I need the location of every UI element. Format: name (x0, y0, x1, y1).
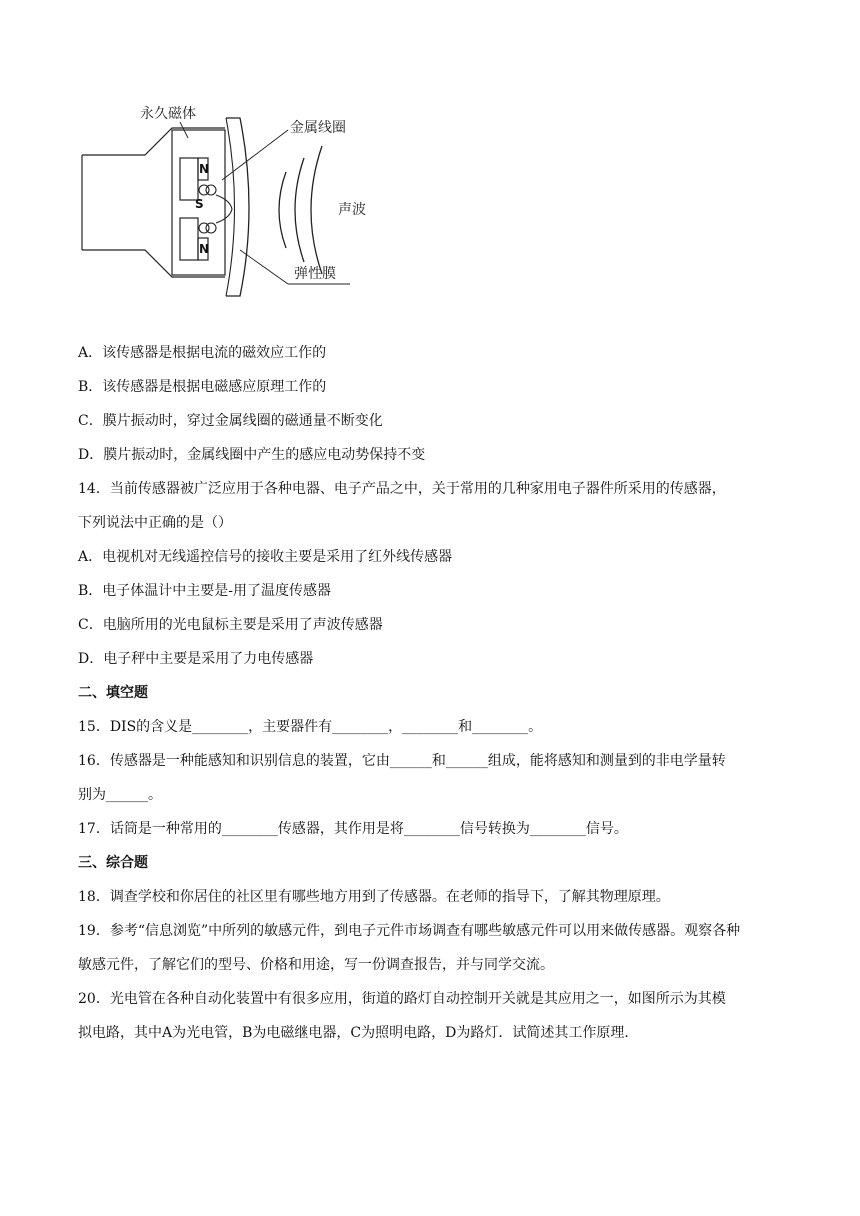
coil-label: 金属线圈 (290, 120, 346, 136)
q17: 17．话筒是一种常用的________传感器，其作用是将________信号转换为________信号。 (78, 821, 628, 837)
q14-stem-line2: 下列说法中正确的是（） (78, 515, 232, 531)
microphone-diagram (80, 100, 380, 305)
q19-line1: 19．参考“信息浏览”中所列的敏感元件，到电子元件市场调查有哪些敏感元件可以用来做传感器。观察各种 (78, 923, 741, 939)
q14-option-a: A．电视机对无线遥控信号的接收主要是采用了红外线传感器 (78, 549, 453, 565)
q20-line2: 拟电路，其中A为光电管，B为电磁继电器，C为照明电路，D为路灯．试简述其工作原理． (78, 1025, 639, 1041)
q15: 15．DIS的含义是________，主要器件有________，________和________。 (78, 719, 543, 735)
microphone-diagram-svg (80, 100, 380, 305)
q13-option-d: D．膜片振动时，金属线圈中产生的感应电动势保持不变 (78, 447, 426, 463)
elastic-membrane (226, 118, 249, 296)
wave-label: 声波 (338, 202, 366, 218)
q13-option-a: A．该传感器是根据电流的磁效应工作的 (78, 345, 327, 361)
q14-option-c: C．电脑所用的光电鼠标主要是采用了声波传感器 (78, 617, 383, 633)
magnet-label: 永久磁体 (140, 106, 196, 122)
pole-s: S (195, 197, 204, 211)
elastic-membrane-inner (226, 118, 235, 296)
magnet-block-top (180, 158, 198, 200)
magnet-block-bottom (180, 218, 198, 260)
pole-n-top: N (199, 162, 210, 176)
housing-top-line (82, 128, 225, 155)
q16-line1: 16．传感器是一种能感知和识别信息的装置，它由______和______组成，能将感知和测量到的非电学量转 (78, 753, 726, 769)
q14-option-b: B．电子体温计中主要是-用了温度传感器 (78, 583, 332, 599)
pole-n-bottom: N (199, 242, 210, 256)
q13-option-b: B．该传感器是根据电磁感应原理工作的 (78, 379, 327, 395)
section-fill-blank-title: 二、填空题 (78, 685, 148, 701)
question-content (78, 344, 798, 1058)
coil-bottom-2 (206, 223, 216, 233)
q14-option-d: D．电子秤中主要是采用了力电传感器 (78, 651, 314, 667)
q19-line2: 敏感元件，了解它们的型号、价格和用途，写一份调查报告，并与同学交流。 (78, 957, 554, 973)
q16-line2: 别为______。 (78, 787, 162, 803)
q13-option-c: C．膜片振动时，穿过金属线圈的磁通量不断变化 (78, 413, 383, 429)
membrane-leader (240, 250, 288, 284)
sound-wave-1 (279, 172, 286, 248)
membrane-label: 弹性膜 (294, 266, 336, 282)
section-comprehensive-title: 三、综合题 (78, 855, 148, 871)
coil-stem (216, 195, 232, 223)
q18: 18．调查学校和你居住的社区里有哪些地方用到了传感器。在老师的指导下，了解其物理原理。 (78, 889, 670, 905)
coil-top-2 (206, 185, 216, 195)
q14-stem-line1: 14．当前传感器被广泛应用于各种电器、电子产品之中，关于常用的几种家用电子器件所采用的传感器， (78, 481, 726, 497)
sound-wave-2 (295, 158, 304, 262)
sound-wave-3 (311, 146, 322, 274)
q20-line1: 20．光电管在各种自动化装置中有很多应用，街道的路灯自动控制开关就是其应用之一，如图所示为其模 (78, 991, 726, 1007)
